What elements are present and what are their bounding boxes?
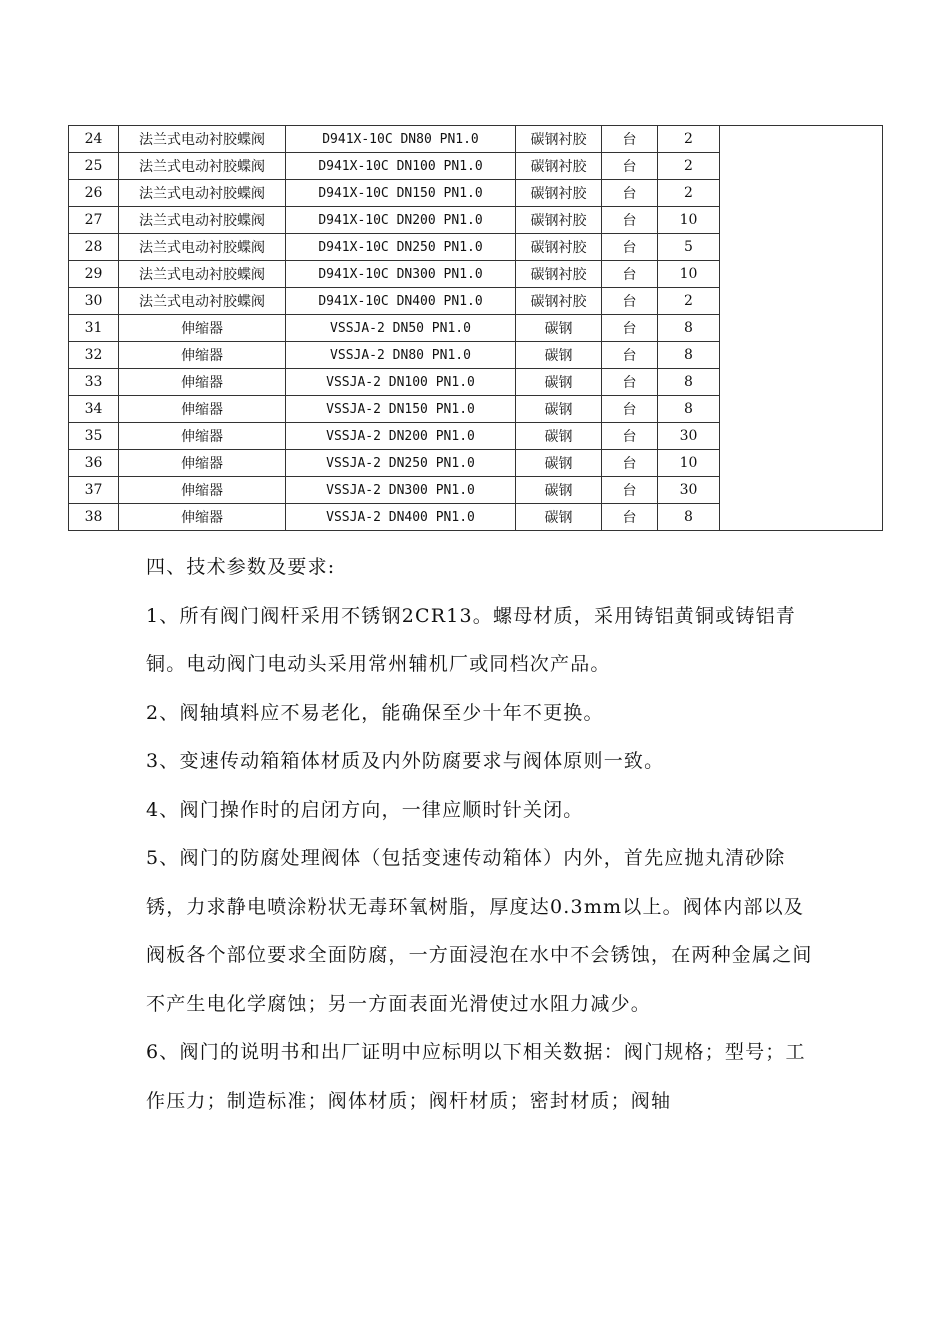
cell-qty: 10 [658, 450, 720, 477]
cell-model: D941X-10C DN200 PN1.0 [286, 207, 516, 234]
cell-qty: 8 [658, 315, 720, 342]
cell-qty: 8 [658, 342, 720, 369]
cell-material: 碳钢 [516, 342, 602, 369]
cell-name: 伸缩器 [119, 504, 286, 531]
cell-no: 29 [69, 261, 119, 288]
cell-qty: 8 [658, 504, 720, 531]
cell-model: D941X-10C DN300 PN1.0 [286, 261, 516, 288]
cell-name: 伸缩器 [119, 477, 286, 504]
section-heading: 四、技术参数及要求: [146, 556, 336, 578]
cell-name: 伸缩器 [119, 396, 286, 423]
cell-no: 25 [69, 153, 119, 180]
cell-no: 36 [69, 450, 119, 477]
cell-unit: 台 [602, 207, 658, 234]
cell-name: 法兰式电动衬胶蝶阀 [119, 126, 286, 153]
cell-name: 法兰式电动衬胶蝶阀 [119, 234, 286, 261]
cell-unit: 台 [602, 288, 658, 315]
cell-name: 法兰式电动衬胶蝶阀 [119, 153, 286, 180]
cell-no: 32 [69, 342, 119, 369]
cell-no: 24 [69, 126, 119, 153]
cell-model: D941X-10C DN100 PN1.0 [286, 153, 516, 180]
cell-remarks [720, 126, 883, 531]
cell-unit: 台 [602, 261, 658, 288]
cell-unit: 台 [602, 369, 658, 396]
cell-no: 31 [69, 315, 119, 342]
table-row [69, 126, 883, 153]
cell-model: D941X-10C DN250 PN1.0 [286, 234, 516, 261]
cell-material: 碳钢 [516, 369, 602, 396]
cell-unit: 台 [602, 315, 658, 342]
cell-material: 碳钢 [516, 315, 602, 342]
cell-material: 碳钢衬胶 [516, 153, 602, 180]
cell-qty: 10 [658, 261, 720, 288]
cell-material: 碳钢 [516, 477, 602, 504]
cell-no: 30 [69, 288, 119, 315]
cell-material: 碳钢衬胶 [516, 288, 602, 315]
cell-model: VSSJA-2 DN100 PN1.0 [286, 369, 516, 396]
cell-unit: 台 [602, 504, 658, 531]
cell-unit: 台 [602, 396, 658, 423]
cell-material: 碳钢 [516, 396, 602, 423]
cell-material: 碳钢衬胶 [516, 126, 602, 153]
cell-qty: 2 [658, 180, 720, 207]
requirement-2: 2、阀轴填料应不易老化，能确保至少十年不更换。 [146, 701, 604, 724]
cell-model: VSSJA-2 DN400 PN1.0 [286, 504, 516, 531]
cell-model: VSSJA-2 DN250 PN1.0 [286, 450, 516, 477]
cell-material: 碳钢衬胶 [516, 180, 602, 207]
cell-no: 37 [69, 477, 119, 504]
cell-qty: 5 [658, 234, 720, 261]
cell-material: 碳钢衬胶 [516, 261, 602, 288]
cell-qty: 8 [658, 396, 720, 423]
requirement-5: 5、阀门的防腐处理阀体（包括变速传动箱体）内外，首先应抛丸清砂除锈，力求静电喷涂粉状无毒环氧树脂，厚度达0.3mm以上。阀体内部以及阀板各个部位要求全面防腐，一方面浸泡在水中不会锈蚀，在两种金属之间不产生电化学腐蚀；另一方面表面光滑使过水阻力减少。 [146, 847, 813, 1015]
cell-no: 28 [69, 234, 119, 261]
cell-no: 33 [69, 369, 119, 396]
cell-no: 38 [69, 504, 119, 531]
cell-material: 碳钢衬胶 [516, 234, 602, 261]
cell-unit: 台 [602, 450, 658, 477]
cell-material: 碳钢 [516, 423, 602, 450]
cell-unit: 台 [602, 423, 658, 450]
cell-no: 35 [69, 423, 119, 450]
cell-model: VSSJA-2 DN80 PN1.0 [286, 342, 516, 369]
cell-unit: 台 [602, 153, 658, 180]
cell-qty: 2 [658, 153, 720, 180]
technical-requirements [146, 543, 814, 1125]
cell-name: 伸缩器 [119, 342, 286, 369]
cell-model: D941X-10C DN80 PN1.0 [286, 126, 516, 153]
cell-qty: 2 [658, 288, 720, 315]
cell-material: 碳钢 [516, 450, 602, 477]
cell-model: VSSJA-2 DN200 PN1.0 [286, 423, 516, 450]
cell-material: 碳钢衬胶 [516, 207, 602, 234]
cell-qty: 8 [658, 369, 720, 396]
cell-name: 伸缩器 [119, 369, 286, 396]
cell-unit: 台 [602, 180, 658, 207]
cell-model: D941X-10C DN400 PN1.0 [286, 288, 516, 315]
cell-material: 碳钢 [516, 504, 602, 531]
cell-name: 法兰式电动衬胶蝶阀 [119, 261, 286, 288]
cell-name: 法兰式电动衬胶蝶阀 [119, 207, 286, 234]
cell-qty: 10 [658, 207, 720, 234]
requirement-6: 6、阀门的说明书和出厂证明中应标明以下相关数据：阀门规格；型号；工作压力；制造标准；阀体材质；阀杆材质；密封材质；阀轴 [146, 1041, 806, 1112]
table-body [69, 126, 883, 531]
cell-model: VSSJA-2 DN50 PN1.0 [286, 315, 516, 342]
requirement-1: 1、所有阀门阀杆采用不锈钢2CR13。螺母材质，采用铸铝黄铜或铸铝青铜。电动阀门电动头采用常州辅机厂或同档次产品。 [146, 604, 796, 675]
cell-name: 法兰式电动衬胶蝶阀 [119, 288, 286, 315]
cell-model: D941X-10C DN150 PN1.0 [286, 180, 516, 207]
cell-model: VSSJA-2 DN300 PN1.0 [286, 477, 516, 504]
cell-qty: 2 [658, 126, 720, 153]
cell-qty: 30 [658, 423, 720, 450]
cell-no: 26 [69, 180, 119, 207]
cell-name: 伸缩器 [119, 450, 286, 477]
cell-qty: 30 [658, 477, 720, 504]
cell-no: 27 [69, 207, 119, 234]
cell-model: VSSJA-2 DN150 PN1.0 [286, 396, 516, 423]
cell-name: 伸缩器 [119, 315, 286, 342]
requirement-4: 4、阀门操作时的启闭方向，一律应顺时针关闭。 [146, 798, 584, 821]
equipment-table [68, 125, 883, 531]
cell-unit: 台 [602, 126, 658, 153]
cell-name: 法兰式电动衬胶蝶阀 [119, 180, 286, 207]
cell-name: 伸缩器 [119, 423, 286, 450]
cell-unit: 台 [602, 342, 658, 369]
cell-unit: 台 [602, 477, 658, 504]
requirement-3: 3、变速传动箱箱体材质及内外防腐要求与阀体原则一致。 [146, 750, 665, 772]
cell-no: 34 [69, 396, 119, 423]
cell-unit: 台 [602, 234, 658, 261]
